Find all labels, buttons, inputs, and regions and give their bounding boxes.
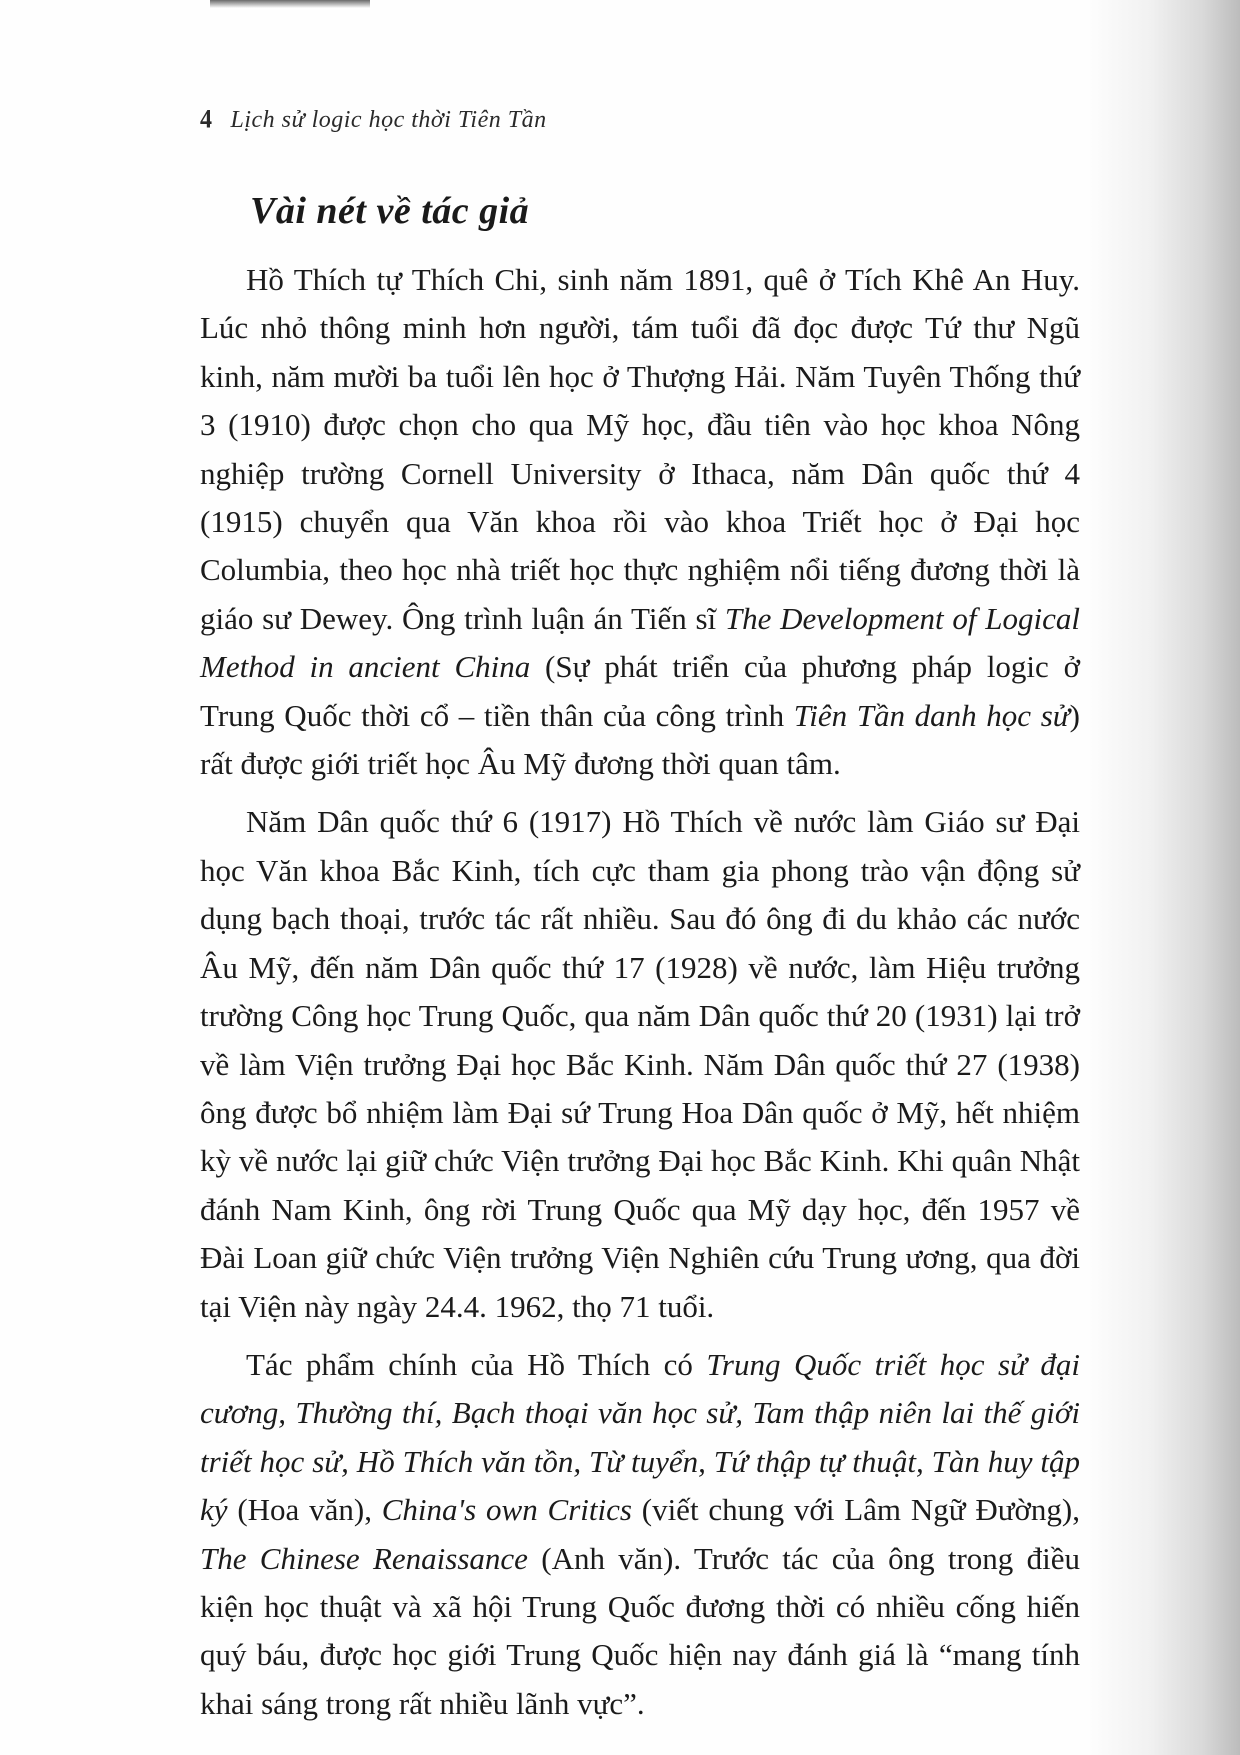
text-segment: Tác phẩm chính của Hồ Thích có xyxy=(246,1346,707,1382)
italic-title-segment: The Development of Logical Method in ancient China xyxy=(200,600,1080,685)
text-segment: (Hoa văn), xyxy=(227,1492,382,1528)
book-title: Lịch sử logic học thời Tiên Tần xyxy=(230,107,547,133)
italic-title-segment: Trung Quốc triết học sử đại cương, Thường thí, Bạch thoại văn học sử, Tam thập niên lai thế giới triết học sử, Hồ Thích văn tồn, Từ tuyển, Tứ thập tự thuật, Tàn huy tập ký xyxy=(200,1346,1080,1528)
scan-shadow xyxy=(210,0,370,8)
text-segment: Hồ Thích tự Thích Chi, sinh năm 1891, quê ở Tích Khê An Huy. Lúc nhỏ thông minh hơn người, tám tuổi đã đọc được Tứ thư Ngũ kinh, năm mười ba tuổi lên học ở Thượng Hải. Năm Tuyên Thống thứ 3 (1910) được chọn cho qua Mỹ học, đầu tiên vào học khoa Nông nghiệp trường Cornell University ở Ithaca, năm Dân quốc thứ 4 (1915) chuyển qua Văn khoa rồi vào khoa Triết học ở Đại học Columbia, theo học nhà triết học thực nghiệm nổi tiếng đương thời là giáo sư Dewey. Ông trình luận án Tiến sĩ xyxy=(200,262,1080,636)
page-edge-shadow xyxy=(1090,0,1240,1755)
paragraph-2 xyxy=(200,798,1080,1330)
page-number: 4 xyxy=(200,105,213,135)
italic-title-segment: Tiên Tần danh học sử xyxy=(793,697,1070,733)
running-header xyxy=(200,100,1080,140)
text-segment: (Anh văn). Trước tác của ông trong điều kiện học thuật và xã hội Trung Quốc đương thời có nhiều cống hiến quý báu, được học giới Trung Quốc hiện nay đánh giá là “mang tính khai sáng trong rất nhiều lãnh vực”. xyxy=(200,1540,1080,1721)
paragraph-1 xyxy=(200,256,1080,788)
italic-title-segment: China's own Critics xyxy=(381,1492,632,1528)
text-segment: (viết chung với Lâm Ngữ Đường), xyxy=(631,1492,1080,1528)
text-segment: (Sự phát triển của phương pháp logic ở Trung Quốc thời cổ – tiền thân của công trình xyxy=(200,649,1080,733)
paragraph-3 xyxy=(200,1341,1080,1728)
italic-title-segment: The Chinese Renaissance xyxy=(200,1540,528,1576)
text-segment: ) rất được giới triết học Âu Mỹ đương thời quan tâm. xyxy=(200,697,1080,782)
text-segment: Năm Dân quốc thứ 6 (1917) Hồ Thích về nước làm Giáo sư Đại học Văn khoa Bắc Kinh, tích cực tham gia phong trào vận động sử dụng bạch thoại, trước tác rất nhiều. Sau đó ông đi du khảo các nước Âu Mỹ, đến năm Dân quốc thứ 17 (1928) về nước, làm Hiệu trưởng trường Công học Trung Quốc, qua năm Dân quốc thứ 20 (1931) lại trở về làm Viện trưởng Đại học Bắc Kinh. Năm Dân quốc thứ 27 (1938) ông được bổ nhiệm làm Đại sứ Trung Hoa Dân quốc ở Mỹ, hết nhiệm kỳ về nước lại giữ chức Viện trưởng Đại học Bắc Kinh. Khi quân Nhật đánh Nam Kinh, ông rời Trung Quốc qua Mỹ dạy học, đến 1957 về Đài Loan giữ chức Viện trưởng Viện Nghiên cứu Trung ương, qua đời tại Viện này ngày 24.4. 1962, thọ 71 tuổi. xyxy=(200,804,1080,1324)
book-page xyxy=(200,100,1080,1728)
section-title: Vài nét về tác giả xyxy=(250,190,530,232)
